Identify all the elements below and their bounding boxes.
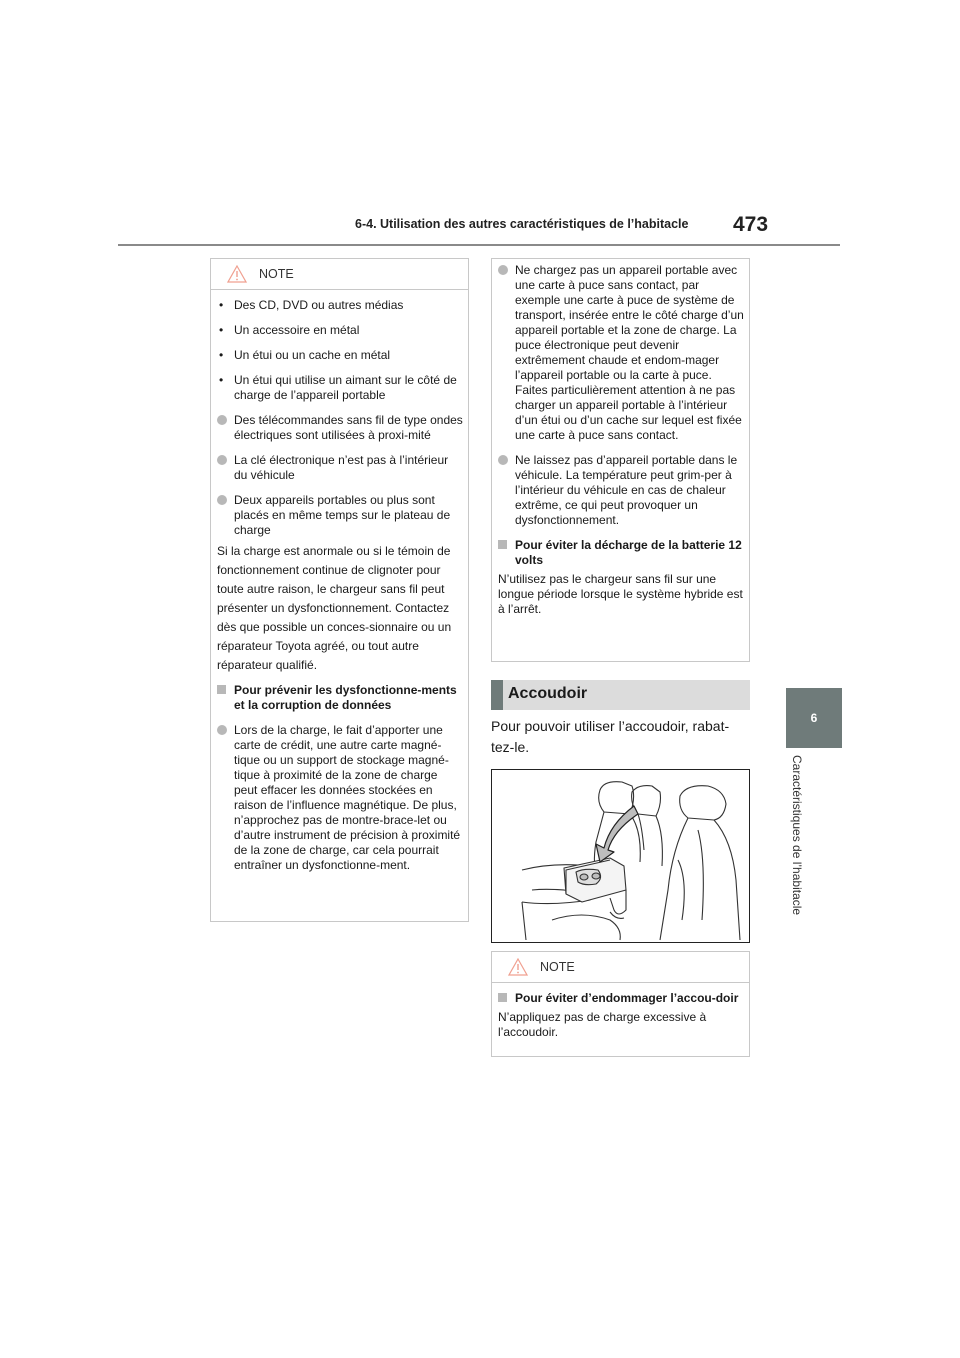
note-box-bottom (491, 951, 750, 1057)
header-divider (118, 244, 840, 246)
list-item: Des télécommandes sans fil de type ondes électriques sont utilisées à proxi-mité (217, 413, 463, 443)
bullet-icon: • (219, 348, 224, 362)
list-item: Ne chargez pas un appareil portable avec une carte à puce sans contact, par exemple une carte à puce de système de transport, insérée entre le côté charge d’un appareil portable et la zone de charge. La puce électronique peut devenir extrêmement chaude et endom-mager l’appareil portable ou la carte à puce. Faites particulièrement attention à ne pas charger un appareil portable à l’intérieur d’un étui ou d’un cache sur lequel est fixée une carte à puce sans contact. (498, 263, 744, 443)
circle-bullet-icon (498, 455, 508, 465)
square-bullet-icon (217, 685, 226, 694)
circle-bullet-icon (498, 265, 508, 275)
bullet-icon: • (219, 323, 224, 337)
page-number: 473 (733, 213, 769, 236)
chapter-side-label (789, 755, 805, 945)
list-item: Deux appareils portables ou plus sont placés en même temps sur le plateau de charge (217, 493, 463, 538)
subheading: Pour éviter d’endommager l’accou-doir (498, 991, 744, 1006)
circle-bullet-icon (217, 725, 227, 735)
section-heading: Accoudoir (491, 680, 750, 710)
chapter-tab (786, 688, 842, 748)
armrest-illustration (491, 769, 750, 943)
note-box-right-top (491, 258, 750, 662)
subheading: Pour prévenir les dysfonctionne-ments et la corruption de données (217, 683, 463, 713)
bullet-icon: • (219, 298, 224, 312)
note-box-left (210, 258, 469, 922)
note-label: NOTE (540, 960, 575, 974)
rear-seat-armrest-icon (492, 770, 749, 942)
list-item: La clé électronique n’est pas à l’intérieur du véhicule (217, 453, 463, 483)
list-item: • Un étui ou un cache en métal (219, 348, 391, 362)
list-item: • Un étui qui utilise un aimant sur le côté de charge de l’appareil portable (219, 373, 457, 402)
bullet-icon: • (219, 373, 224, 387)
note-paragraph: N’utilisez pas le chargeur sans fil sur une longue période lorsque le système hybride est à l’arrêt. (498, 572, 743, 616)
list-item: Lors de la charge, le fait d’apporter une carte de crédit, une autre carte magné-tique ou un support de stockage magné-tique à proximité de la zone de charge peut effacer les données stockées en raison de l’influence magnétique. De plus, n’approchez pas de montre-brace-let ou d’autre instrument de précision à proximité de la zone de charge, car cela pourrait entraîner un dysfonctionne-ment. (217, 723, 463, 873)
list-item: • Des CD, DVD ou autres médias (219, 298, 404, 312)
circle-bullet-icon (217, 495, 227, 505)
square-bullet-icon (498, 993, 507, 1002)
circle-bullet-icon (217, 415, 227, 425)
circle-bullet-icon (217, 455, 227, 465)
note-paragraph: N’appliquez pas de charge excessive à l’accoudoir. (498, 1010, 707, 1039)
list-item: • Un accessoire en métal (219, 323, 360, 337)
note-header (492, 952, 749, 983)
chapter-number: 6 (810, 711, 818, 725)
square-bullet-icon (498, 540, 507, 549)
note-paragraph: Si la charge est anormale ou si le témoin de fonctionnement continue de clignoter pour toute autre raison, le chargeur sans fil peut présenter un dysfonctionnement. Contactez dès que possible un conces-sionnaire ou un réparateur Toyota agréé, ou tout autre réparateur qualifié. (217, 544, 452, 672)
warning-triangle-icon (227, 265, 247, 283)
section-intro: Pour pouvoir utiliser l’accoudoir, rabat-tez-le. (491, 718, 730, 755)
note-header (211, 259, 468, 290)
note-label: NOTE (259, 267, 294, 281)
subheading: Pour éviter la décharge de la batterie 12 volts (498, 538, 744, 568)
warning-triangle-icon (508, 958, 528, 976)
chapter-title: Caractéristiques de l’habitacle (790, 755, 804, 916)
list-item: Ne laissez pas d’appareil portable dans le véhicule. La température peut grim-per à l’intérieur du véhicule en cas de chaleur extrême, ce qui peut provoquer un dysfonctionnement. (498, 453, 744, 528)
section-title: 6-4. Utilisation des autres caractéristiques de l’habitacle (355, 217, 689, 231)
